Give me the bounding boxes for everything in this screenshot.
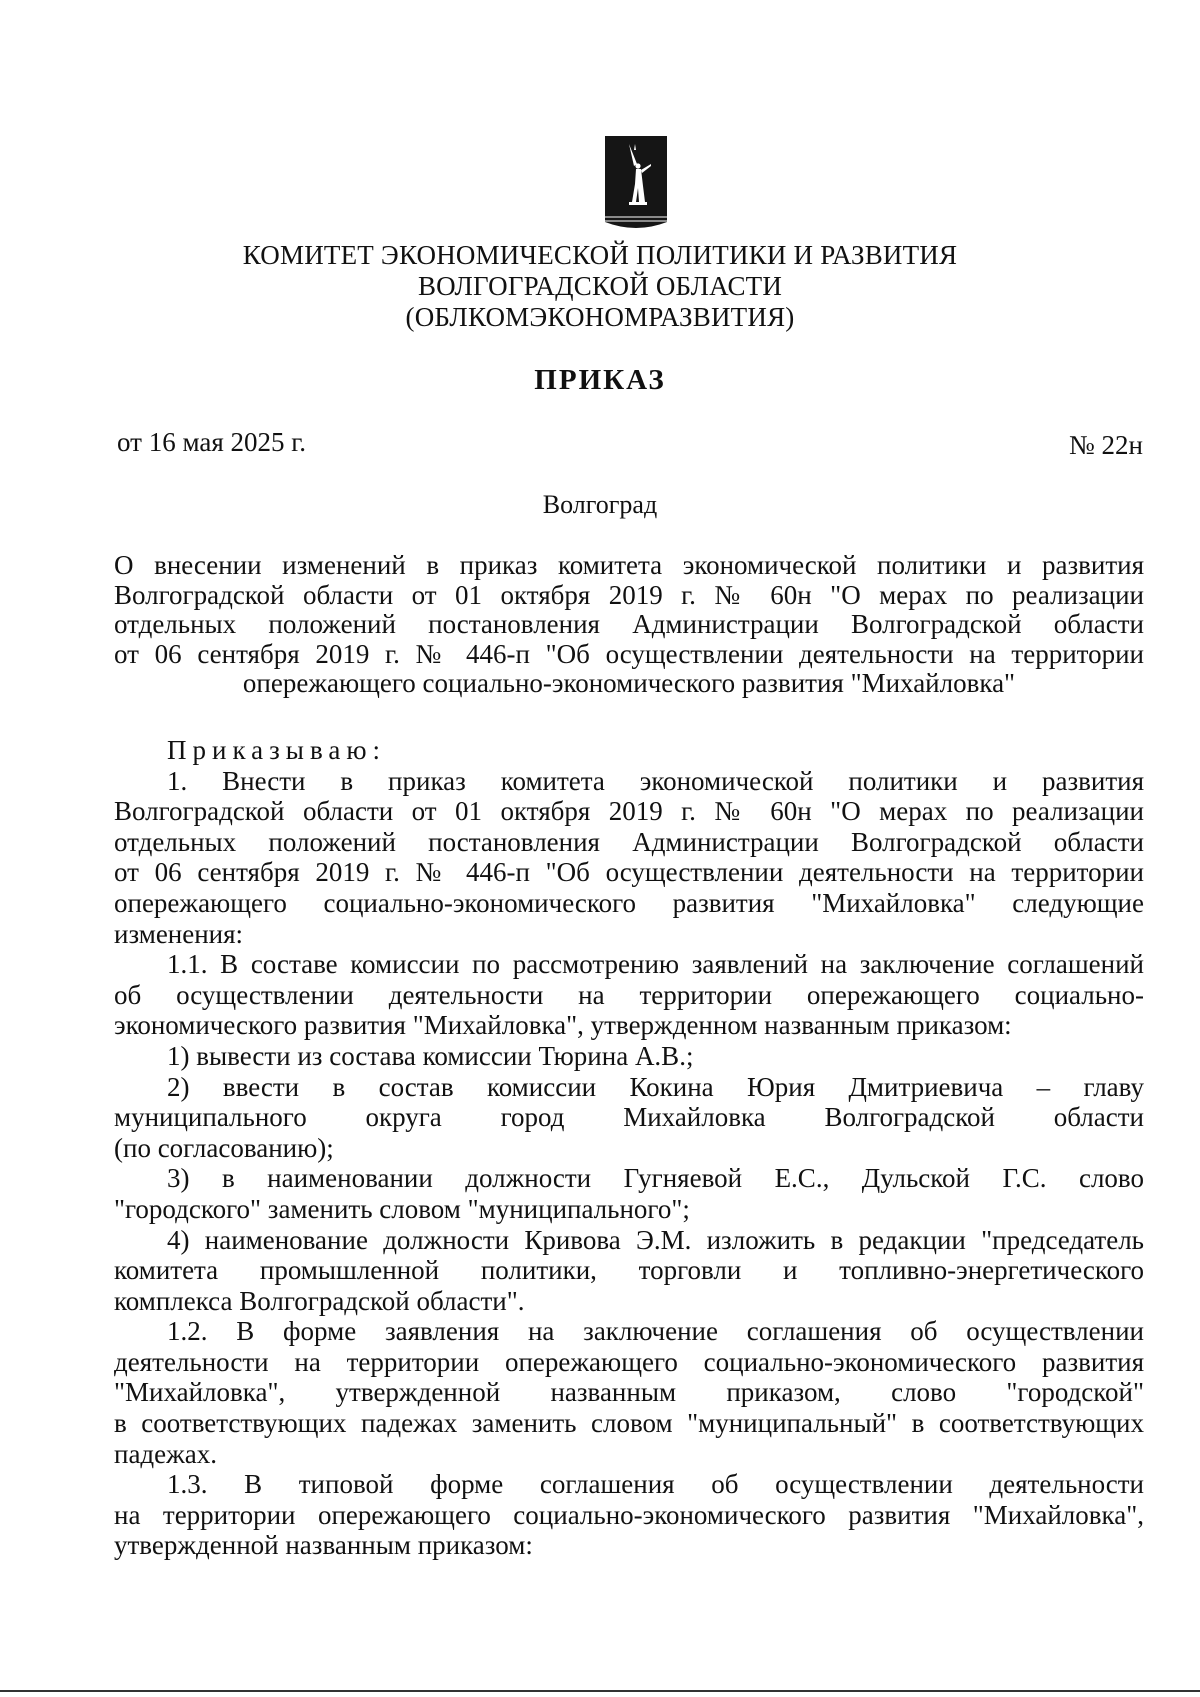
paragraph-1-line: от 06 сентября 2019 г. № 446-п "Об осуществлении деятельности на территории: [114, 857, 1144, 888]
paragraph-1-3-line: 1.3. В типовой форме соглашения об осуществлении деятельности: [167, 1469, 1144, 1500]
document-number: № 22н: [1069, 430, 1143, 460]
org-name-line-2: ВОЛГОГРАДСКОЙ ОБЛАСТИ: [417, 271, 783, 301]
paragraph-1-2-line: "Михайловка", утвержденной названным приказом, слово "городской": [114, 1377, 1144, 1408]
volgograd-region-emblem-icon: [603, 136, 669, 232]
paragraph-1-2-line: падежах.: [114, 1438, 218, 1469]
paragraph-1-2-line: деятельности на территории опережающего социально-экономического развития: [114, 1346, 1144, 1377]
paragraph-1-3-line: на территории опережающего социально-экономического развития "Михайловка",: [114, 1499, 1144, 1530]
paragraph-1-line: изменения:: [114, 918, 244, 949]
item-4-line: комитета промышленной политики, торговли и топливно-энергетического: [114, 1255, 1144, 1286]
heading-line: Волгоградской области от 01 октября 2019 г. № 60н "О мерах по реализации: [114, 579, 1144, 610]
item-4-line: комплекса Волгоградской области".: [114, 1285, 525, 1316]
item-1-line: 1) вывести из состава комиссии Тюрина А.В.;: [167, 1040, 694, 1071]
heading-line: опережающего социально-экономического развития "Михайловка": [242, 668, 1016, 698]
paragraph-1-line: 1. Внести в приказ комитета экономической политики и развития: [167, 765, 1144, 796]
item-2-line: (по согласованию);: [114, 1132, 334, 1163]
org-name-line-1: КОМИТЕТ ЭКОНОМИЧЕСКОЙ ПОЛИТИКИ И РАЗВИТИЯ: [242, 240, 958, 270]
heading-line: О внесении изменений в приказ комитета экономической политики и развития: [114, 550, 1144, 580]
paragraph-1-line: отдельных положений постановления Администрации Волгоградской области: [114, 826, 1144, 857]
item-2-line: 2) ввести в состав комиссии Кокина Юрия Дмитриевича – главу: [167, 1071, 1144, 1102]
document-body: [114, 735, 1144, 1561]
document-date: от 16 мая 2025 г.: [117, 427, 307, 457]
item-3-line: "городского" заменить словом "муниципального";: [114, 1193, 690, 1224]
paragraph-1-2-line: в соответствующих падежах заменить словом "муниципальный" в соответствующих: [114, 1408, 1144, 1439]
heading-line: от 06 сентября 2019 г. № 446-п "Об осуществлении деятельности на территории: [114, 638, 1144, 669]
page-bottom-edge: [0, 1690, 1200, 1692]
document-type: ПРИКАЗ: [534, 364, 666, 396]
org-name-line-3: (ОБЛКОМЭКОНОМРАЗВИТИЯ): [405, 302, 795, 332]
document-city: Волгоград: [542, 490, 658, 519]
paragraph-1-1-line: об осуществлении деятельности на территории опережающего социально-: [114, 979, 1144, 1010]
paragraph-1-3-line: утвержденной названным приказом:: [114, 1530, 533, 1561]
organization-name: [100, 240, 1100, 333]
paragraph-1-1-line: 1.1. В составе комиссии по рассмотрению заявлений на заключение соглашений: [167, 949, 1144, 980]
item-4-line: 4) наименование должности Кривова Э.М. изложить в редакции "председатель: [167, 1224, 1144, 1255]
document-heading: [114, 551, 1144, 699]
heading-line: отдельных положений постановления Администрации Волгоградской области: [114, 609, 1144, 639]
item-2-line: муниципального округа город Михайловка Волгоградской области: [114, 1102, 1144, 1133]
paragraph-1-line: опережающего социально-экономического развития "Михайловка" следующие: [114, 887, 1144, 918]
paragraph-1-1-line: экономического развития "Михайловка", утвержденном названным приказом:: [114, 1010, 1012, 1041]
paragraph-1-line: Волгоградской области от 01 октября 2019 г. № 60н "О мерах по реализации: [114, 796, 1144, 827]
order-word: Приказываю:: [167, 735, 386, 765]
paragraph-1-2-line: 1.2. В форме заявления на заключение соглашения об осуществлении: [167, 1316, 1144, 1347]
item-3-line: 3) в наименовании должности Гугняевой Е.С., Дульской Г.С. слово: [167, 1163, 1144, 1194]
